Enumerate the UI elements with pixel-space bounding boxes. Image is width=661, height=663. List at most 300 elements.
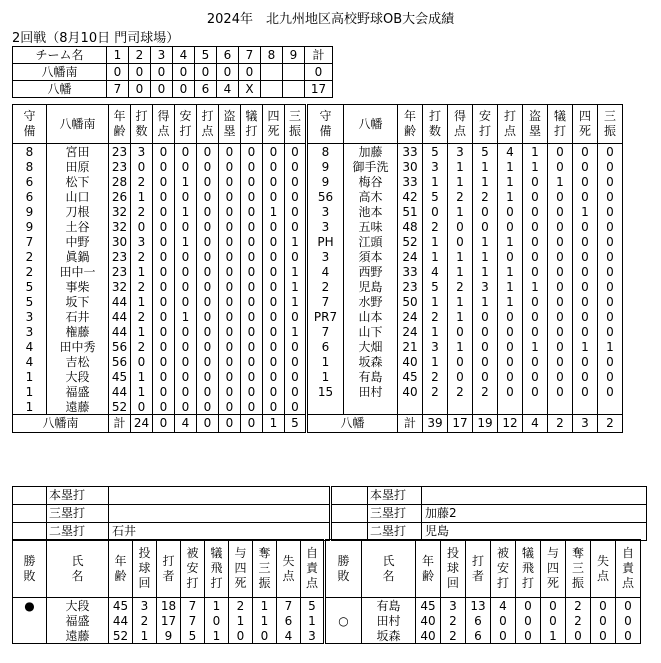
inning-score (283, 81, 305, 98)
stat-value: 0 (175, 399, 197, 415)
stat-value: 5 (423, 279, 448, 294)
team-b-header: 八幡 (344, 105, 398, 144)
stat-value: 0 (153, 249, 175, 264)
batting-totals-row (13, 415, 623, 433)
stat-value: 2 (131, 204, 153, 219)
stat-value: 0 (219, 369, 241, 384)
stat-value: 0 (197, 369, 219, 384)
stat-value: 0 (573, 309, 598, 324)
pitching-row (13, 613, 641, 628)
stat-value: 0 (523, 174, 548, 189)
stat-value: 0 (523, 369, 548, 384)
batting-row (13, 399, 623, 415)
stat-value: 0 (548, 384, 573, 399)
stat-value: 0 (153, 354, 175, 369)
totals-team: 八幡 (307, 415, 398, 433)
inning-header: 4 (173, 47, 195, 64)
stat-value: 0 (523, 219, 548, 234)
pitch-stat-value: 9 (157, 628, 181, 644)
stat-value: 0 (548, 219, 573, 234)
name-header: 氏 名 (362, 540, 416, 598)
stat-value: 21 (398, 339, 423, 354)
pitch-stat-value: 45 (109, 598, 133, 614)
stat-value: 0 (573, 369, 598, 384)
stat-value: 1 (285, 264, 307, 279)
position: 6 (13, 189, 47, 204)
inning-score: 4 (217, 81, 239, 98)
inning-header: 5 (195, 47, 217, 64)
pitch-stat-value: 0 (516, 628, 541, 644)
inning-score: 0 (217, 64, 239, 81)
stat-value: 0 (175, 249, 197, 264)
stat-value: 33 (398, 144, 423, 160)
batting-row (13, 294, 623, 309)
position: 5 (13, 294, 47, 309)
win-loss-mark (13, 628, 47, 644)
stat-value: 44 (109, 324, 131, 339)
pitch-stat-value: 0 (516, 598, 541, 614)
batting-row (13, 204, 623, 219)
stat-value: 1 (448, 174, 473, 189)
stat-value: 0 (153, 279, 175, 294)
stat-value: 2 (131, 309, 153, 324)
total-value: 17 (448, 415, 473, 433)
stat-value: 0 (241, 369, 263, 384)
stat-value: 0 (285, 204, 307, 219)
stat-value: 0 (175, 354, 197, 369)
pitch-stat-value: 0 (591, 613, 616, 628)
stat-value: 2 (131, 339, 153, 354)
stat-value: 40 (398, 384, 423, 399)
stat-value: 0 (175, 279, 197, 294)
stat-value: 0 (219, 384, 241, 399)
stat-value: 0 (241, 354, 263, 369)
pitch-stat-value: 3 (441, 598, 466, 614)
pitch-stat-value: 2 (133, 613, 157, 628)
stat-value: 0 (219, 189, 241, 204)
inning-header: 9 (283, 47, 305, 64)
stat-value: 0 (175, 189, 197, 204)
stat-value: 0 (598, 294, 623, 309)
position: 6 (13, 174, 47, 189)
stat-value: 1 (448, 249, 473, 264)
player-name: 江頭 (344, 234, 398, 249)
stat-value: 0 (548, 294, 573, 309)
extra-base-hits-table (12, 486, 647, 541)
stat-value: 0 (573, 234, 598, 249)
stat-value: 1 (131, 189, 153, 204)
totals-team: 八幡南 (13, 415, 109, 433)
stat-value: 1 (498, 264, 523, 279)
pitch-stat-value: 0 (541, 598, 566, 614)
player-name: 須本 (344, 249, 398, 264)
stat-header: 打 数 (423, 105, 448, 144)
line-score-row (13, 81, 333, 98)
total-value: 1 (263, 415, 285, 433)
position (307, 399, 344, 415)
pitch-stat-value: 0 (253, 628, 277, 644)
total-value: 0 (197, 415, 219, 433)
stat-value: 0 (523, 324, 548, 339)
stat-value: 0 (241, 339, 263, 354)
stat-value: 0 (263, 189, 285, 204)
stat-value: 0 (598, 204, 623, 219)
stat-value: 0 (573, 174, 598, 189)
stat-value: 32 (109, 219, 131, 234)
stat-value (448, 399, 473, 415)
stat-value (398, 399, 423, 415)
stat-value: 0 (285, 189, 307, 204)
line-score-row (13, 64, 333, 81)
stat-value: 32 (109, 279, 131, 294)
stat-value: 3 (423, 339, 448, 354)
stat-header: 三 振 (598, 105, 623, 144)
stat-value: 0 (131, 159, 153, 174)
stat-value: 0 (598, 279, 623, 294)
position: 2 (13, 249, 47, 264)
stat-value: 56 (109, 354, 131, 369)
player-name: 山口 (47, 189, 109, 204)
stat-value: 0 (241, 234, 263, 249)
batting-row (13, 384, 623, 399)
stat-value: 0 (263, 279, 285, 294)
stat-value: 2 (448, 189, 473, 204)
position: 3 (307, 249, 344, 264)
position: 4 (307, 264, 344, 279)
stat-value: 2 (448, 384, 473, 399)
batting-row (13, 159, 623, 174)
stat-value: 1 (498, 174, 523, 189)
stat-value: 0 (219, 204, 241, 219)
pitch-stat-value: 2 (566, 613, 591, 628)
stat-value: 0 (448, 369, 473, 384)
pitch-stat-header: 与 四 死 (541, 540, 566, 598)
team-a-header: 八幡南 (47, 105, 109, 144)
position: 8 (307, 144, 344, 160)
pos-header: 守 備 (307, 105, 344, 144)
stat-value: 0 (153, 189, 175, 204)
position: 1 (13, 384, 47, 399)
stat-value: 0 (153, 219, 175, 234)
stat-value: 0 (598, 369, 623, 384)
stat-value: 0 (548, 309, 573, 324)
inning-score: 0 (239, 64, 261, 81)
stat-value: 1 (285, 234, 307, 249)
stat-value: 0 (285, 354, 307, 369)
player-name: 松下 (47, 174, 109, 189)
stat-value: 0 (285, 249, 307, 264)
player-name: 田中秀 (47, 339, 109, 354)
stat-value: 2 (423, 309, 448, 324)
blank-cell (13, 487, 47, 505)
stat-value: 1 (548, 174, 573, 189)
stat-header: 四 死 (573, 105, 598, 144)
stat-value: 0 (573, 144, 598, 160)
stat-header: 犠 打 (241, 105, 263, 144)
batting-header-row (13, 105, 623, 144)
pitch-stat-value: 0 (591, 628, 616, 644)
player-name: 福盛 (47, 384, 109, 399)
stat-value: 0 (219, 219, 241, 234)
pitch-stat-value: 40 (416, 613, 441, 628)
stat-value: 0 (197, 219, 219, 234)
stat-header: 打 点 (197, 105, 219, 144)
position: 3 (13, 309, 47, 324)
stat-value: 1 (175, 204, 197, 219)
pitch-stat-value: 5 (181, 628, 205, 644)
pitch-stat-value: 4 (277, 628, 301, 644)
stat-value: 1 (498, 279, 523, 294)
stat-value: 2 (423, 384, 448, 399)
stat-value: 0 (498, 309, 523, 324)
hit-players-team-a: 石井 (109, 523, 331, 541)
stat-value: 1 (175, 174, 197, 189)
hit-players-team-b: 加藤2 (422, 505, 647, 523)
stat-value: 0 (219, 339, 241, 354)
result-header: 勝 敗 (13, 540, 47, 598)
pitch-stat-value: 1 (133, 628, 157, 644)
batting-row (13, 324, 623, 339)
batting-row (13, 369, 623, 384)
stat-value: 0 (523, 189, 548, 204)
stat-value: 0 (598, 159, 623, 174)
pitch-stat-value: 6 (466, 613, 491, 628)
position: 2 (13, 264, 47, 279)
stat-value: 0 (241, 294, 263, 309)
stat-value: 0 (197, 399, 219, 415)
team-header: チーム名 (13, 47, 107, 64)
player-name: 遠藤 (47, 399, 109, 415)
team-name: 八幡 (13, 81, 107, 98)
player-name: 土谷 (47, 219, 109, 234)
stat-value: 5 (423, 189, 448, 204)
stat-value: 0 (263, 144, 285, 160)
pitch-stat-header: 自 責 点 (616, 540, 641, 598)
stat-value: 0 (197, 159, 219, 174)
stat-value: 50 (398, 294, 423, 309)
stat-value: 0 (523, 309, 548, 324)
pitch-stat-value: 2 (441, 613, 466, 628)
batting-row (13, 219, 623, 234)
stat-value: 52 (398, 234, 423, 249)
player-name: 有島 (344, 369, 398, 384)
pitch-stat-value: 2 (566, 598, 591, 614)
position: PR7 (307, 309, 344, 324)
stat-header: 安 打 (175, 105, 197, 144)
pitch-stat-value: 13 (466, 598, 491, 614)
position: 9 (13, 204, 47, 219)
stat-value: 0 (241, 174, 263, 189)
stat-value: 0 (548, 159, 573, 174)
pitch-stat-value: 5 (301, 598, 325, 614)
stat-value: 0 (285, 219, 307, 234)
position: 9 (307, 174, 344, 189)
pitch-stat-value: 52 (109, 628, 133, 644)
stat-value: 0 (197, 174, 219, 189)
position: 7 (307, 324, 344, 339)
inning-score: 0 (107, 64, 129, 81)
stat-value: 0 (219, 234, 241, 249)
stat-value: 0 (498, 354, 523, 369)
stat-value: 0 (473, 324, 498, 339)
hit-type-label: 二塁打 (368, 523, 422, 541)
stat-value: 0 (241, 384, 263, 399)
inning-score: 7 (107, 81, 129, 98)
stat-value: 0 (548, 369, 573, 384)
stat-value: 0 (175, 369, 197, 384)
stat-value: 4 (423, 264, 448, 279)
stat-value: 0 (523, 249, 548, 264)
stat-value: 0 (498, 204, 523, 219)
stat-value: 0 (498, 219, 523, 234)
stat-value: 0 (548, 339, 573, 354)
stat-value: 0 (153, 144, 175, 160)
line-score-header (13, 47, 333, 64)
stat-value: 0 (598, 144, 623, 160)
stat-value: 0 (573, 324, 598, 339)
stat-value: 0 (523, 294, 548, 309)
pitch-stat-header: 被 安 打 (181, 540, 205, 598)
stat-value: 1 (523, 339, 548, 354)
pitch-stat-value: 40 (416, 628, 441, 644)
blank-cell (13, 505, 47, 523)
stat-value: 24 (398, 309, 423, 324)
stat-value: 0 (473, 204, 498, 219)
stat-value: 0 (548, 354, 573, 369)
stat-value: 0 (548, 279, 573, 294)
inning-header: 2 (129, 47, 151, 64)
batting-row (13, 309, 623, 324)
pitch-stat-value: 1 (253, 598, 277, 614)
stat-value: 51 (398, 204, 423, 219)
stat-value: 0 (241, 189, 263, 204)
batting-row (13, 144, 623, 160)
inning-score (261, 81, 283, 98)
stat-value: 1 (131, 264, 153, 279)
stat-value: 0 (598, 324, 623, 339)
pitch-stat-header: 投 球 回 (133, 540, 157, 598)
pitch-stat-header: 与 四 死 (229, 540, 253, 598)
stat-header: 得 点 (448, 105, 473, 144)
pitcher-name: 遠藤 (47, 628, 109, 644)
stat-value: 0 (153, 264, 175, 279)
stat-value: 0 (263, 339, 285, 354)
stat-value: 45 (109, 369, 131, 384)
stat-value: 23 (109, 264, 131, 279)
stat-value: 0 (219, 144, 241, 160)
stat-value: 26 (109, 189, 131, 204)
total-value: 4 (175, 415, 197, 433)
player-name: 坂森 (344, 354, 398, 369)
stat-value: 48 (398, 219, 423, 234)
stat-value: 0 (175, 264, 197, 279)
pitch-stat-value: 17 (157, 613, 181, 628)
pitch-stat-value: 0 (516, 613, 541, 628)
total-value: 2 (598, 415, 623, 433)
stat-value: 33 (398, 264, 423, 279)
hit-type-label: 三塁打 (368, 505, 422, 523)
player-name (344, 399, 398, 415)
stat-value: 0 (285, 144, 307, 160)
stat-value: 0 (263, 369, 285, 384)
stat-value: 0 (197, 324, 219, 339)
position: 3 (307, 219, 344, 234)
pitcher-name: 坂森 (362, 628, 416, 644)
pitch-stat-value: 18 (157, 598, 181, 614)
stat-value: 0 (598, 219, 623, 234)
pitch-stat-value: 45 (416, 598, 441, 614)
stat-value: 1 (498, 159, 523, 174)
pitch-stat-header: 年 齢 (416, 540, 441, 598)
stat-value: 3 (131, 144, 153, 160)
stat-value: 0 (263, 384, 285, 399)
stat-value: 0 (131, 354, 153, 369)
batting-row (13, 279, 623, 294)
inning-score: 0 (173, 81, 195, 98)
stat-value: 0 (131, 399, 153, 415)
extra-hit-row (13, 487, 647, 505)
player-name: 御手洗 (344, 159, 398, 174)
stat-value: 0 (263, 294, 285, 309)
stat-value: 3 (423, 159, 448, 174)
stat-value (548, 399, 573, 415)
inning-score: 6 (195, 81, 217, 98)
stat-value: 1 (473, 249, 498, 264)
stat-value: 1 (448, 339, 473, 354)
total-value: 0 (219, 415, 241, 433)
stat-value: 0 (473, 369, 498, 384)
pitch-stat-header: 投 球 回 (441, 540, 466, 598)
stat-value: 0 (241, 399, 263, 415)
position: 5 (13, 279, 47, 294)
total-score: 0 (305, 64, 333, 81)
blank-cell (331, 505, 368, 523)
pitching-row (13, 598, 641, 614)
stat-value: 0 (573, 159, 598, 174)
stat-value: 0 (498, 369, 523, 384)
pitch-stat-value: 1 (253, 613, 277, 628)
position: 8 (13, 144, 47, 160)
stat-value: 0 (153, 324, 175, 339)
stat-value: 0 (175, 294, 197, 309)
stat-value (473, 399, 498, 415)
position: 9 (307, 159, 344, 174)
stat-value: 0 (263, 399, 285, 415)
stat-value: 2 (131, 174, 153, 189)
stat-header: 四 死 (263, 105, 285, 144)
pitch-stat-value: 0 (229, 628, 253, 644)
stat-value: 0 (473, 339, 498, 354)
pitch-stat-header: 犠 飛 打 (516, 540, 541, 598)
batting-row (13, 234, 623, 249)
stat-value: 0 (263, 219, 285, 234)
batting-row (13, 339, 623, 354)
stat-value: 0 (498, 384, 523, 399)
stat-value: 0 (573, 294, 598, 309)
player-name: 大段 (47, 369, 109, 384)
stat-value: 0 (175, 384, 197, 399)
pitch-stat-value: 44 (109, 613, 133, 628)
stat-value: 0 (448, 324, 473, 339)
stat-value: 45 (398, 369, 423, 384)
stat-value: 0 (285, 339, 307, 354)
inning-score: 0 (151, 81, 173, 98)
stat-value: 0 (241, 324, 263, 339)
player-name: 坂下 (47, 294, 109, 309)
inning-header: 8 (261, 47, 283, 64)
pitch-stat-header: 奪 三 振 (253, 540, 277, 598)
stat-value: 0 (285, 369, 307, 384)
